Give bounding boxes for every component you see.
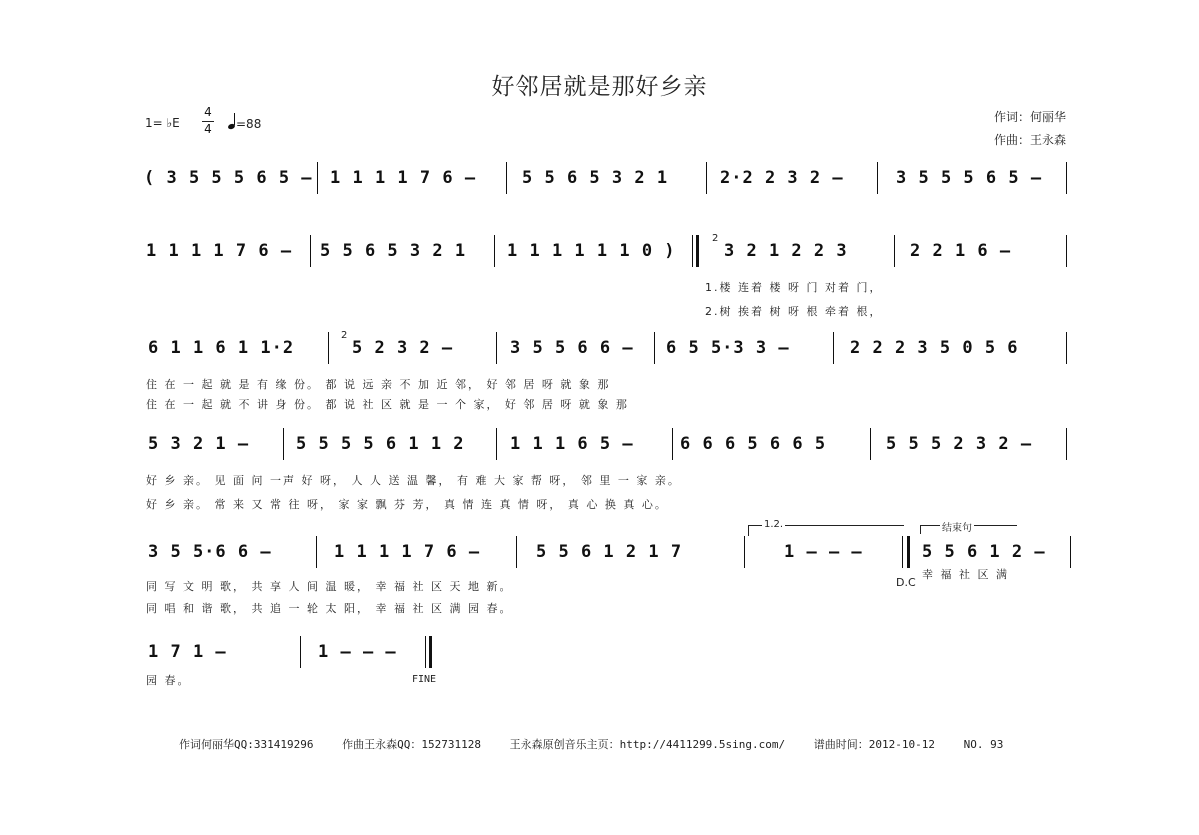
barline [833, 332, 834, 364]
tempo-mark [228, 116, 261, 131]
barline [902, 536, 903, 568]
barline [300, 636, 301, 668]
lyric-line: 同 唱 和 谐 歌， 共 追 一 轮 太 阳， 幸 福 社 区 满 园 春。 [146, 602, 513, 615]
footer [179, 736, 1025, 752]
score-row-2 [140, 233, 1070, 269]
measure: 5 5 6 1 2 – [922, 542, 1046, 562]
barline [1066, 235, 1067, 267]
lyric-line: 住 在 一 起 就 是 有 缘 份。 都 说 远 亲 不 加 近 邻， 好 邻 居 呀 就 象 那 [146, 378, 611, 391]
measure: 5 5 6 5 3 2 1 [522, 168, 669, 188]
barline [654, 332, 655, 364]
lyricist-credit: 作词：何丽华 [993, 110, 1066, 124]
score-row-6 [140, 634, 1070, 670]
fine-mark: FINE [412, 674, 437, 685]
measure: 5 5 5 2 3 2 – [886, 434, 1033, 454]
breath-mark: 2 [712, 233, 719, 244]
composer-credit: 作曲：王永森 [993, 133, 1066, 147]
measure: 6 6 6 5 6 6 5 [680, 434, 827, 454]
barline [310, 235, 311, 267]
measure: 5 2 3 2 – [352, 338, 454, 358]
measure: 1 1 1 1 7 6 – [146, 241, 293, 261]
measure: 2·2 2 3 2 – [720, 168, 844, 188]
ending-label: 结束句 [940, 519, 974, 534]
barline [1066, 332, 1067, 364]
barline [496, 428, 497, 460]
barline [1066, 162, 1067, 194]
measure: 1 – – – [784, 542, 863, 562]
measure: 1 1 1 1 7 6 – [334, 542, 481, 562]
measure: 3 2 1 2 2 3 [724, 241, 848, 261]
note-stem-icon [234, 113, 235, 125]
barline [706, 162, 707, 194]
barline [744, 536, 745, 568]
lyric-line: 住 在 一 起 就 不 讲 身 份。 都 说 社 区 就 是 一 个 家， 好 邻 居 呀 就 象 那 [146, 398, 629, 411]
measure: 3 5 5 6 6 – [510, 338, 634, 358]
measure: 1 1 1 1 7 6 – [330, 168, 477, 188]
lyric-line: 好 乡 亲。 常 来 又 常 往 呀， 家 家 飘 芬 芳， 真 情 连 真 情 呀， 真 心 换 真 心。 [146, 498, 668, 511]
lyric-line: 好 乡 亲。 见 面 问 一声 好 呀， 人 人 送 温 馨， 有 难 大 家 帮 呀， 邻 里 一 家 亲。 [146, 474, 681, 487]
footer-composer-qq: 作曲王永森QQ：152731128 [342, 738, 481, 751]
score-row-1 [140, 160, 1070, 196]
breath-mark: 2 [341, 330, 348, 341]
lyric-line: 1.楼 连着 楼 呀 门 对着 门， [705, 281, 883, 294]
measure: 1 7 1 – [148, 642, 227, 662]
final-barline-thick [429, 636, 432, 668]
lyric-line: 园 春。 [146, 674, 191, 687]
barline [1066, 428, 1067, 460]
measure: 3 5 5 5 6 5 – [896, 168, 1043, 188]
score-row-4 [140, 426, 1070, 462]
measure: 6 1 1 6 1 1·2 [148, 338, 295, 358]
barline [1070, 536, 1071, 568]
score-row-5 [140, 534, 1070, 570]
measure: 3 5 5·6 6 – [148, 542, 272, 562]
barline [877, 162, 878, 194]
measure: 1 1 1 1 1 1 0 ) [507, 241, 676, 261]
barline [894, 235, 895, 267]
footer-lyricist-qq: 作词何丽华QQ:331419296 [179, 738, 314, 751]
time-signature-bottom: 4 [204, 122, 212, 136]
repeat-barline [696, 235, 699, 267]
barline [672, 428, 673, 460]
barline [494, 235, 495, 267]
barline [870, 428, 871, 460]
barline [692, 235, 693, 267]
repeat-barline [907, 536, 910, 568]
barline [316, 536, 317, 568]
barline [328, 332, 329, 364]
final-barline [425, 636, 426, 668]
measure: 2 2 1 6 – [910, 241, 1012, 261]
measure: 5 5 5 5 6 1 1 2 [296, 434, 465, 454]
dc-mark: D.C [896, 576, 916, 589]
volta-label: 1.2. [764, 519, 784, 530]
barline [317, 162, 318, 194]
lyric-line: 同 写 文 明 歌， 共 享 人 间 温 暖， 幸 福 社 区 天 地 新。 [146, 580, 513, 593]
measure: 5 5 6 5 3 2 1 [320, 241, 467, 261]
barline [283, 428, 284, 460]
tempo-value: =88 [236, 117, 262, 131]
footer-date: 谱曲时间：2012-10-12 [813, 738, 936, 751]
barline [496, 332, 497, 364]
measure: 5 5 6 1 2 1 7 [536, 542, 683, 562]
key-signature: 1= ♭E [145, 116, 180, 130]
lyric-line: 2.树 挨着 树 呀 根 牵着 根， [705, 305, 883, 318]
footer-number: NO. 93 [963, 738, 1004, 751]
measure: 5 3 2 1 – [148, 434, 250, 454]
time-signature-line [202, 121, 214, 122]
measure: 2 2 2 3 5 0 5 6 [850, 338, 1019, 358]
measure: 1 – – – [318, 642, 397, 662]
measure: 6 5 5·3 3 – [666, 338, 790, 358]
barline [506, 162, 507, 194]
score-row-3 [140, 330, 1070, 366]
page-title: 好邻居就是那好乡亲 [491, 74, 708, 100]
footer-homepage: 王永森原创音乐主页：http://4411299.5sing.com/ [509, 738, 786, 751]
measure: 1 1 1 6 5 – [510, 434, 634, 454]
barline [516, 536, 517, 568]
ending-lyric: 幸 福 社 区 满 [922, 568, 1009, 581]
measure: ( 3 5 5 5 6 5 – [144, 168, 313, 188]
time-signature-top: 4 [204, 105, 212, 119]
time-signature [202, 104, 214, 138]
